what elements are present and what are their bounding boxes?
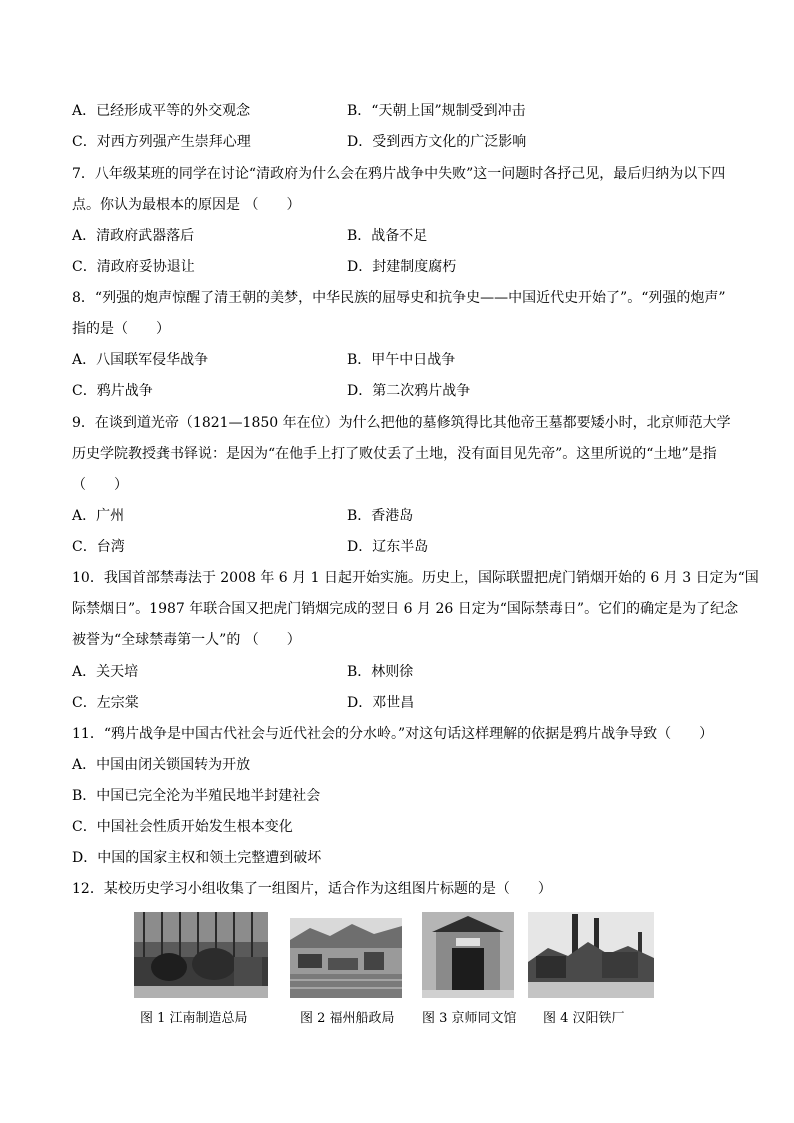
q6-option-a[interactable]: A．已经形成平等的外交观念 <box>72 103 251 119</box>
figure-1-caption: 图 1 江南制造总局 <box>140 1011 248 1026</box>
q9-option-d[interactable]: D．辽东半岛 <box>347 539 429 555</box>
q12-stem: 12．某校历史学习小组收集了一组图片，适合作为这组图片标题的是（ ） <box>72 881 552 897</box>
figure-4-caption: 图 4 汉阳铁厂 <box>543 1011 625 1026</box>
q6-option-d[interactable]: D．受到西方文化的广泛影响 <box>347 134 527 150</box>
q9-option-b[interactable]: B．香港岛 <box>347 508 414 524</box>
figure-2-photo <box>290 918 402 998</box>
q11-stem: 11．“鸦片战争是中国古代社会与近代社会的分水岭。”对这句话这样理解的依据是鸦片战争导致（ ） <box>72 726 714 742</box>
q8-stem-line2: 指的是（ ） <box>72 321 170 337</box>
q10-option-d[interactable]: D．邓世昌 <box>347 695 415 711</box>
q7-stem-line1: 7．八年级某班的同学在讨论“清政府为什么会在鸦片战争中失败”这一问题时各抒己见，最后归纳为以下四 <box>72 166 726 182</box>
figure-2-caption: 图 2 福州船政局 <box>300 1011 395 1026</box>
figure-4-photo <box>528 912 654 998</box>
q10-stem-line2: 际禁烟日”。1987 年联合国又把虎门销烟完成的翌日 6 月 26 日定为“国际禁毒日”。它们的确定是为了纪念 <box>72 601 739 617</box>
q12-figure-row <box>0 912 794 1032</box>
q7-option-b[interactable]: B．战备不足 <box>347 228 428 244</box>
q10-option-a[interactable]: A．关天培 <box>72 664 139 680</box>
figure-1-photo <box>134 912 268 998</box>
q7-option-c[interactable]: C．清政府妥协退让 <box>72 259 195 275</box>
q6-option-b[interactable]: B．“天朝上国”规制受到冲击 <box>347 103 526 119</box>
figure-3-photo <box>422 912 514 998</box>
q11-option-a[interactable]: A．中国由闭关锁国转为开放 <box>72 757 251 773</box>
q9-stem-line3: （ ） <box>72 477 128 493</box>
q8-option-b[interactable]: B．甲午中日战争 <box>347 352 456 368</box>
q9-option-c[interactable]: C．台湾 <box>72 539 125 555</box>
q9-stem-line1: 9．在谈到道光帝（1821—1850 年在位）为什么把他的墓修筑得比其他帝王墓都要矮小时，北京师范大学 <box>72 415 731 431</box>
q8-option-d[interactable]: D．第二次鸦片战争 <box>347 383 471 399</box>
q10-stem-line1: 10．我国首部禁毒法于 2008 年 6 月 1 日起开始实施。历史上，国际联盟把虎门销烟开始的 6 月 3 日定为“国 <box>72 570 759 586</box>
q7-option-d[interactable]: D．封建制度腐朽 <box>347 259 457 275</box>
q10-option-c[interactable]: C．左宗棠 <box>72 695 139 711</box>
q11-option-b[interactable]: B．中国已完全沦为半殖民地半封建社会 <box>72 788 321 804</box>
q11-option-d[interactable]: D．中国的国家主权和领土完整遭到破坏 <box>72 850 322 866</box>
q8-stem-line1: 8．“列强的炮声惊醒了清王朝的美梦，中华民族的屈辱史和抗争史——中国近代史开始了”。“列强的炮声” <box>72 290 726 306</box>
q7-option-a[interactable]: A．清政府武器落后 <box>72 228 195 244</box>
q9-stem-line2: 历史学院教授龚书铎说：是因为“在他手上打了败仗丢了土地，没有面目见先帝”。这里所说的“土地”是指 <box>72 446 717 462</box>
q10-stem-line3: 被誉为“全球禁毒第一人”的 （ ） <box>72 632 301 648</box>
q6-option-c[interactable]: C．对西方列强产生崇拜心理 <box>72 134 251 150</box>
q7-stem-line2: 点。你认为最根本的原因是 （ ） <box>72 197 301 213</box>
q8-option-a[interactable]: A．八国联军侵华战争 <box>72 352 209 368</box>
q8-option-c[interactable]: C．鸦片战争 <box>72 383 153 399</box>
figure-3-caption: 图 3 京师同文馆 <box>422 1011 517 1026</box>
q10-option-b[interactable]: B．林则徐 <box>347 664 414 680</box>
q9-option-a[interactable]: A．广州 <box>72 508 125 524</box>
q11-option-c[interactable]: C．中国社会性质开始发生根本变化 <box>72 819 293 835</box>
